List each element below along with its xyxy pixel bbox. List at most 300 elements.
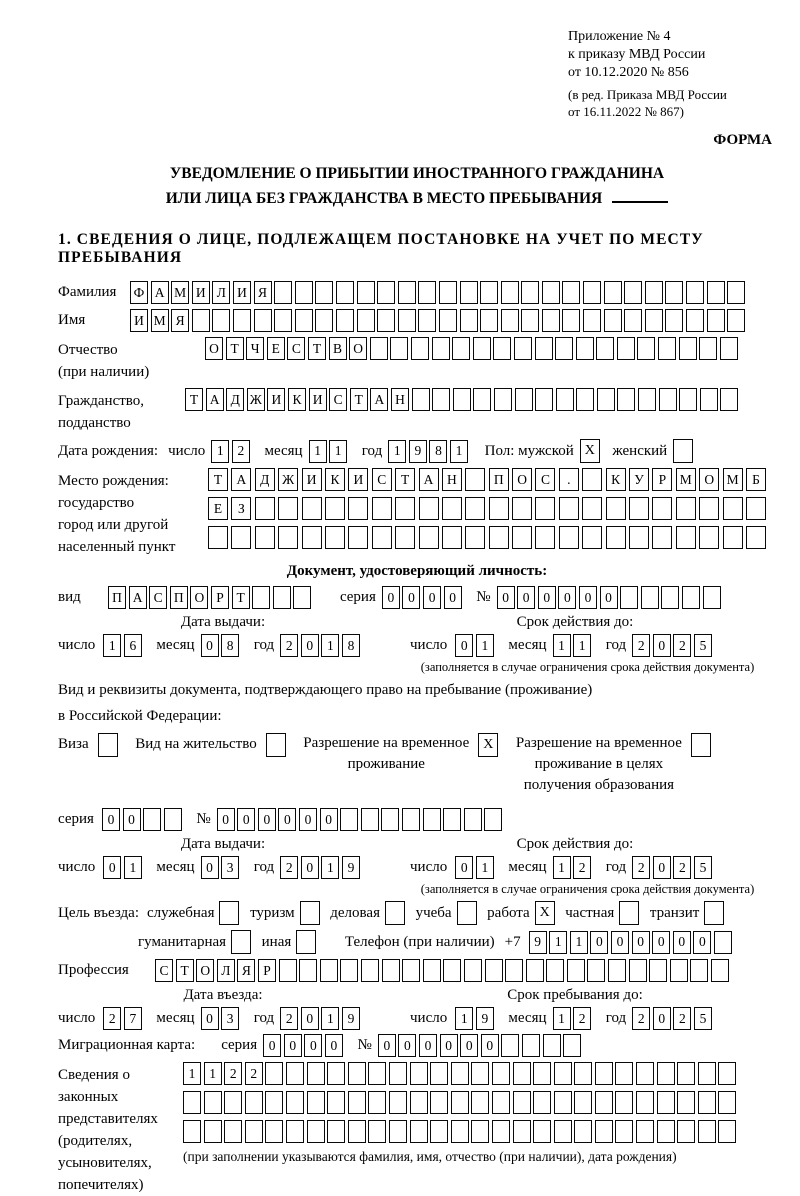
char-box[interactable]	[649, 959, 667, 982]
char-box[interactable]	[554, 1062, 572, 1085]
char-box[interactable]: Р	[211, 586, 229, 609]
char-box[interactable]	[723, 526, 743, 549]
char-box[interactable]	[574, 1091, 592, 1114]
char-box[interactable]: 3	[221, 1007, 239, 1030]
char-box[interactable]: 0	[201, 1007, 219, 1030]
char-box[interactable]	[410, 1062, 428, 1085]
char-box[interactable]	[512, 526, 532, 549]
char-box[interactable]	[587, 959, 605, 982]
char-box[interactable]	[389, 1120, 407, 1143]
char-box[interactable]	[699, 526, 719, 549]
char-box[interactable]	[677, 1062, 695, 1085]
char-box[interactable]: 2	[245, 1062, 263, 1085]
char-box[interactable]: 0	[201, 634, 219, 657]
char-box[interactable]	[629, 959, 647, 982]
char-box[interactable]: Б	[746, 468, 766, 491]
char-box[interactable]	[219, 901, 239, 925]
char-box[interactable]	[718, 1091, 736, 1114]
char-box[interactable]: Т	[232, 586, 250, 609]
char-box[interactable]	[595, 1120, 613, 1143]
char-box[interactable]	[295, 309, 313, 332]
char-box[interactable]	[265, 1120, 283, 1143]
char-box[interactable]: Я	[237, 959, 255, 982]
char-box[interactable]	[348, 1062, 366, 1085]
char-box[interactable]	[617, 388, 635, 411]
char-box[interactable]	[457, 901, 477, 925]
char-box[interactable]: 2	[632, 1007, 650, 1030]
char-box[interactable]: А	[419, 468, 439, 491]
char-box[interactable]	[430, 1120, 448, 1143]
char-box[interactable]	[615, 1091, 633, 1114]
char-box[interactable]: П	[170, 586, 188, 609]
char-box[interactable]	[192, 309, 210, 332]
char-box[interactable]	[442, 497, 462, 520]
char-box[interactable]	[606, 497, 626, 520]
char-box[interactable]	[465, 497, 485, 520]
char-box[interactable]	[245, 1091, 263, 1114]
char-box[interactable]: Н	[442, 468, 462, 491]
char-box[interactable]	[489, 497, 509, 520]
char-box[interactable]	[554, 1120, 572, 1143]
char-box[interactable]	[707, 281, 725, 304]
char-box[interactable]	[451, 1062, 469, 1085]
char-box[interactable]	[430, 1091, 448, 1114]
char-box[interactable]: 0	[440, 1034, 458, 1057]
char-box[interactable]	[361, 808, 379, 831]
char-box[interactable]: Е	[208, 497, 228, 520]
char-box[interactable]	[515, 388, 533, 411]
char-box[interactable]: В	[329, 337, 347, 360]
char-box[interactable]: 0	[382, 586, 400, 609]
char-box[interactable]: 0	[258, 808, 276, 831]
char-box[interactable]	[389, 1062, 407, 1085]
char-box[interactable]: 0	[652, 931, 670, 954]
char-box[interactable]	[700, 388, 718, 411]
char-box[interactable]	[512, 497, 532, 520]
char-box[interactable]	[315, 281, 333, 304]
char-box[interactable]	[473, 337, 491, 360]
char-box[interactable]: 9	[476, 1007, 494, 1030]
char-box[interactable]: 0	[653, 634, 671, 657]
char-box[interactable]: 0	[653, 856, 671, 879]
char-box[interactable]	[278, 497, 298, 520]
char-box[interactable]: 2	[632, 634, 650, 657]
char-box[interactable]: С	[155, 959, 173, 982]
char-box[interactable]	[629, 497, 649, 520]
char-box[interactable]: 0	[611, 931, 629, 954]
char-box[interactable]	[98, 733, 118, 757]
char-box[interactable]	[677, 1120, 695, 1143]
char-box[interactable]: 0	[378, 1034, 396, 1057]
char-box[interactable]	[471, 1091, 489, 1114]
char-box[interactable]: А	[129, 586, 147, 609]
char-box[interactable]: 0	[423, 586, 441, 609]
char-box[interactable]	[535, 526, 555, 549]
char-box[interactable]	[563, 1034, 581, 1057]
char-box[interactable]	[411, 337, 429, 360]
char-box[interactable]	[583, 281, 601, 304]
char-box[interactable]	[302, 526, 322, 549]
char-box[interactable]	[620, 586, 638, 609]
char-box[interactable]: П	[489, 468, 509, 491]
char-box[interactable]	[574, 1062, 592, 1085]
char-box[interactable]: Т	[185, 388, 203, 411]
char-box[interactable]: 1	[329, 440, 347, 463]
char-box[interactable]	[543, 1034, 561, 1057]
char-box[interactable]	[636, 1120, 654, 1143]
char-box[interactable]	[629, 526, 649, 549]
char-box[interactable]: 1	[103, 634, 121, 657]
char-box[interactable]	[255, 497, 275, 520]
char-box[interactable]	[336, 281, 354, 304]
char-box[interactable]	[410, 1091, 428, 1114]
char-box[interactable]: П	[108, 586, 126, 609]
char-box[interactable]: 0	[217, 808, 235, 831]
char-box[interactable]: 8	[342, 634, 360, 657]
char-box[interactable]	[252, 586, 270, 609]
char-box[interactable]	[670, 959, 688, 982]
char-box[interactable]: 8	[429, 440, 447, 463]
char-box[interactable]: 9	[529, 931, 547, 954]
char-box[interactable]: 1	[573, 634, 591, 657]
char-box[interactable]: 0	[123, 808, 141, 831]
char-box[interactable]	[432, 337, 450, 360]
char-box[interactable]	[657, 1062, 675, 1085]
char-box[interactable]	[418, 309, 436, 332]
char-box[interactable]	[698, 1120, 716, 1143]
char-box[interactable]	[606, 526, 626, 549]
char-box[interactable]	[657, 1120, 675, 1143]
char-box[interactable]	[307, 1062, 325, 1085]
char-box[interactable]: 7	[124, 1007, 142, 1030]
char-box[interactable]: С	[372, 468, 392, 491]
char-box[interactable]	[183, 1091, 201, 1114]
char-box[interactable]: И	[192, 281, 210, 304]
char-box[interactable]	[143, 808, 161, 831]
char-box[interactable]: 0	[455, 634, 473, 657]
char-box[interactable]: 0	[590, 931, 608, 954]
char-box[interactable]: 5	[694, 634, 712, 657]
char-box[interactable]: Д	[226, 388, 244, 411]
char-box[interactable]	[254, 309, 272, 332]
char-box[interactable]: 0	[304, 1034, 322, 1057]
char-box[interactable]	[164, 808, 182, 831]
char-box[interactable]: 0	[301, 856, 319, 879]
char-box[interactable]	[183, 1120, 201, 1143]
char-box[interactable]: 1	[388, 440, 406, 463]
char-box[interactable]	[659, 388, 677, 411]
char-box[interactable]: 0	[102, 808, 120, 831]
char-box[interactable]: У	[629, 468, 649, 491]
char-box[interactable]: Л	[212, 281, 230, 304]
char-box[interactable]	[562, 309, 580, 332]
char-box[interactable]: 0	[284, 1034, 302, 1057]
char-box[interactable]: 1	[476, 856, 494, 879]
char-box[interactable]	[513, 1120, 531, 1143]
char-box[interactable]: 5	[694, 856, 712, 879]
char-box[interactable]	[562, 281, 580, 304]
char-box[interactable]	[245, 1120, 263, 1143]
char-box[interactable]: 0	[301, 1007, 319, 1030]
char-box[interactable]: 5	[694, 1007, 712, 1030]
char-box[interactable]: 0	[301, 634, 319, 657]
char-box[interactable]	[720, 388, 738, 411]
char-box[interactable]	[641, 586, 659, 609]
char-box[interactable]	[432, 388, 450, 411]
char-box[interactable]	[265, 1091, 283, 1114]
char-box[interactable]: Я	[254, 281, 272, 304]
char-box[interactable]: 2	[573, 1007, 591, 1030]
char-box[interactable]	[255, 526, 275, 549]
char-box[interactable]: 0	[398, 1034, 416, 1057]
char-box[interactable]	[582, 526, 602, 549]
char-box[interactable]	[325, 497, 345, 520]
char-box[interactable]: 6	[124, 634, 142, 657]
char-box[interactable]	[340, 808, 358, 831]
char-box[interactable]	[718, 1120, 736, 1143]
char-box[interactable]	[513, 1091, 531, 1114]
char-box[interactable]: Р	[652, 468, 672, 491]
char-box[interactable]	[296, 930, 316, 954]
char-box[interactable]: С	[329, 388, 347, 411]
char-box[interactable]	[451, 1091, 469, 1114]
char-box[interactable]	[212, 309, 230, 332]
char-box[interactable]	[327, 1091, 345, 1114]
char-box[interactable]	[535, 497, 555, 520]
char-box[interactable]	[676, 526, 696, 549]
char-box[interactable]	[679, 337, 697, 360]
char-box[interactable]	[698, 1091, 716, 1114]
char-box[interactable]	[274, 281, 292, 304]
char-box[interactable]: Ч	[246, 337, 264, 360]
char-box[interactable]	[340, 959, 358, 982]
char-box[interactable]	[204, 1120, 222, 1143]
char-box[interactable]: Т	[308, 337, 326, 360]
char-box[interactable]	[714, 931, 732, 954]
char-box[interactable]: А	[206, 388, 224, 411]
char-box[interactable]	[707, 309, 725, 332]
char-box[interactable]: Т	[395, 468, 415, 491]
char-box[interactable]	[204, 1091, 222, 1114]
char-box[interactable]	[224, 1120, 242, 1143]
char-box[interactable]	[617, 337, 635, 360]
char-box[interactable]	[460, 281, 478, 304]
char-box[interactable]	[596, 337, 614, 360]
char-box[interactable]	[402, 959, 420, 982]
char-box[interactable]: 1	[204, 1062, 222, 1085]
char-box[interactable]	[348, 497, 368, 520]
char-box[interactable]: 1	[183, 1062, 201, 1085]
char-box[interactable]	[300, 901, 320, 925]
char-box[interactable]	[368, 1062, 386, 1085]
char-box[interactable]	[658, 337, 676, 360]
char-box[interactable]: Н	[391, 388, 409, 411]
char-box[interactable]	[559, 526, 579, 549]
char-box[interactable]: М	[151, 309, 169, 332]
char-box[interactable]: 1	[450, 440, 468, 463]
char-box[interactable]	[533, 1062, 551, 1085]
char-box[interactable]: 0	[325, 1034, 343, 1057]
char-box[interactable]	[686, 309, 704, 332]
char-box[interactable]	[231, 526, 251, 549]
char-box[interactable]	[423, 808, 441, 831]
char-box[interactable]: К	[325, 468, 345, 491]
char-box[interactable]: Я	[171, 309, 189, 332]
char-box[interactable]	[286, 1120, 304, 1143]
char-box[interactable]	[419, 497, 439, 520]
char-box[interactable]	[690, 959, 708, 982]
char-box[interactable]	[293, 586, 311, 609]
char-box[interactable]	[699, 497, 719, 520]
char-box[interactable]	[492, 1062, 510, 1085]
char-box[interactable]	[492, 1091, 510, 1114]
char-box[interactable]	[231, 930, 251, 954]
char-box[interactable]	[484, 808, 502, 831]
char-box[interactable]	[372, 526, 392, 549]
char-box[interactable]	[679, 388, 697, 411]
char-box[interactable]: 0	[455, 856, 473, 879]
char-box[interactable]	[501, 1034, 519, 1057]
char-box[interactable]: 1	[321, 634, 339, 657]
char-box[interactable]	[348, 1120, 366, 1143]
char-box[interactable]	[492, 1120, 510, 1143]
char-box[interactable]: 8	[221, 634, 239, 657]
char-box[interactable]: 0	[673, 931, 691, 954]
char-box[interactable]: 0	[558, 586, 576, 609]
char-box[interactable]: О	[190, 586, 208, 609]
char-box[interactable]: И	[233, 281, 251, 304]
char-box[interactable]: 0	[201, 856, 219, 879]
char-box[interactable]: С	[535, 468, 555, 491]
char-box[interactable]: 2	[673, 856, 691, 879]
char-box[interactable]	[372, 497, 392, 520]
char-box[interactable]: И	[267, 388, 285, 411]
char-box[interactable]	[526, 959, 544, 982]
char-box[interactable]	[682, 586, 700, 609]
char-box[interactable]	[521, 281, 539, 304]
char-box[interactable]	[597, 388, 615, 411]
char-box[interactable]	[307, 1091, 325, 1114]
char-box[interactable]: 0	[517, 586, 535, 609]
char-box[interactable]	[389, 1091, 407, 1114]
char-box[interactable]	[746, 497, 766, 520]
char-box[interactable]	[657, 1091, 675, 1114]
char-box[interactable]	[266, 733, 286, 757]
char-box[interactable]: 0	[444, 586, 462, 609]
char-box[interactable]	[595, 1062, 613, 1085]
char-box[interactable]	[348, 1091, 366, 1114]
char-box[interactable]	[521, 309, 539, 332]
char-box[interactable]	[535, 388, 553, 411]
char-box[interactable]: 0	[497, 586, 515, 609]
char-box[interactable]	[718, 1062, 736, 1085]
char-box[interactable]	[533, 1091, 551, 1114]
char-box[interactable]	[574, 1120, 592, 1143]
char-box[interactable]: 1	[321, 1007, 339, 1030]
char-box[interactable]	[286, 1091, 304, 1114]
char-box[interactable]: И	[302, 468, 322, 491]
char-box[interactable]: О	[205, 337, 223, 360]
char-box[interactable]	[279, 959, 297, 982]
char-box[interactable]	[398, 281, 416, 304]
char-box[interactable]	[451, 1120, 469, 1143]
char-box[interactable]: 0	[419, 1034, 437, 1057]
char-box[interactable]	[652, 497, 672, 520]
char-box[interactable]	[465, 526, 485, 549]
char-box[interactable]	[636, 1062, 654, 1085]
char-box[interactable]	[320, 959, 338, 982]
char-box[interactable]	[233, 309, 251, 332]
char-box[interactable]: О	[512, 468, 532, 491]
char-box[interactable]	[661, 586, 679, 609]
char-box[interactable]	[442, 526, 462, 549]
char-box[interactable]: 9	[342, 1007, 360, 1030]
char-box[interactable]	[439, 281, 457, 304]
char-box[interactable]: 1	[455, 1007, 473, 1030]
char-box[interactable]	[604, 309, 622, 332]
char-box[interactable]	[576, 337, 594, 360]
char-box[interactable]: X	[580, 439, 600, 463]
char-box[interactable]	[452, 337, 470, 360]
char-box[interactable]	[673, 439, 693, 463]
char-box[interactable]: 1	[211, 440, 229, 463]
char-box[interactable]	[533, 1120, 551, 1143]
char-box[interactable]	[501, 309, 519, 332]
char-box[interactable]	[390, 337, 408, 360]
char-box[interactable]	[385, 901, 405, 925]
char-box[interactable]	[727, 309, 745, 332]
char-box[interactable]: Ж	[247, 388, 265, 411]
char-box[interactable]	[464, 808, 482, 831]
char-box[interactable]	[307, 1120, 325, 1143]
char-box[interactable]: 0	[653, 1007, 671, 1030]
char-box[interactable]: 0	[632, 931, 650, 954]
char-box[interactable]: И	[309, 388, 327, 411]
char-box[interactable]	[615, 1062, 633, 1085]
char-box[interactable]	[327, 1062, 345, 1085]
char-box[interactable]: Ф	[130, 281, 148, 304]
char-box[interactable]	[652, 526, 672, 549]
char-box[interactable]	[583, 309, 601, 332]
char-box[interactable]	[514, 337, 532, 360]
char-box[interactable]: 0	[237, 808, 255, 831]
char-box[interactable]: 2	[280, 1007, 298, 1030]
char-box[interactable]: 0	[299, 808, 317, 831]
char-box[interactable]	[595, 1091, 613, 1114]
char-box[interactable]	[480, 281, 498, 304]
char-box[interactable]	[746, 526, 766, 549]
char-box[interactable]	[567, 959, 585, 982]
char-box[interactable]	[489, 526, 509, 549]
char-box[interactable]	[418, 281, 436, 304]
char-box[interactable]	[443, 808, 461, 831]
char-box[interactable]	[698, 1062, 716, 1085]
char-box[interactable]	[638, 388, 656, 411]
char-box[interactable]	[315, 309, 333, 332]
char-box[interactable]	[299, 959, 317, 982]
char-box[interactable]	[381, 808, 399, 831]
char-box[interactable]: 0	[263, 1034, 281, 1057]
char-box[interactable]: 2	[103, 1007, 121, 1030]
char-box[interactable]	[546, 959, 564, 982]
char-box[interactable]	[619, 901, 639, 925]
char-box[interactable]	[645, 281, 663, 304]
char-box[interactable]: 0	[320, 808, 338, 831]
char-box[interactable]: 2	[673, 634, 691, 657]
char-box[interactable]	[357, 309, 375, 332]
char-box[interactable]	[480, 309, 498, 332]
char-box[interactable]	[505, 959, 523, 982]
